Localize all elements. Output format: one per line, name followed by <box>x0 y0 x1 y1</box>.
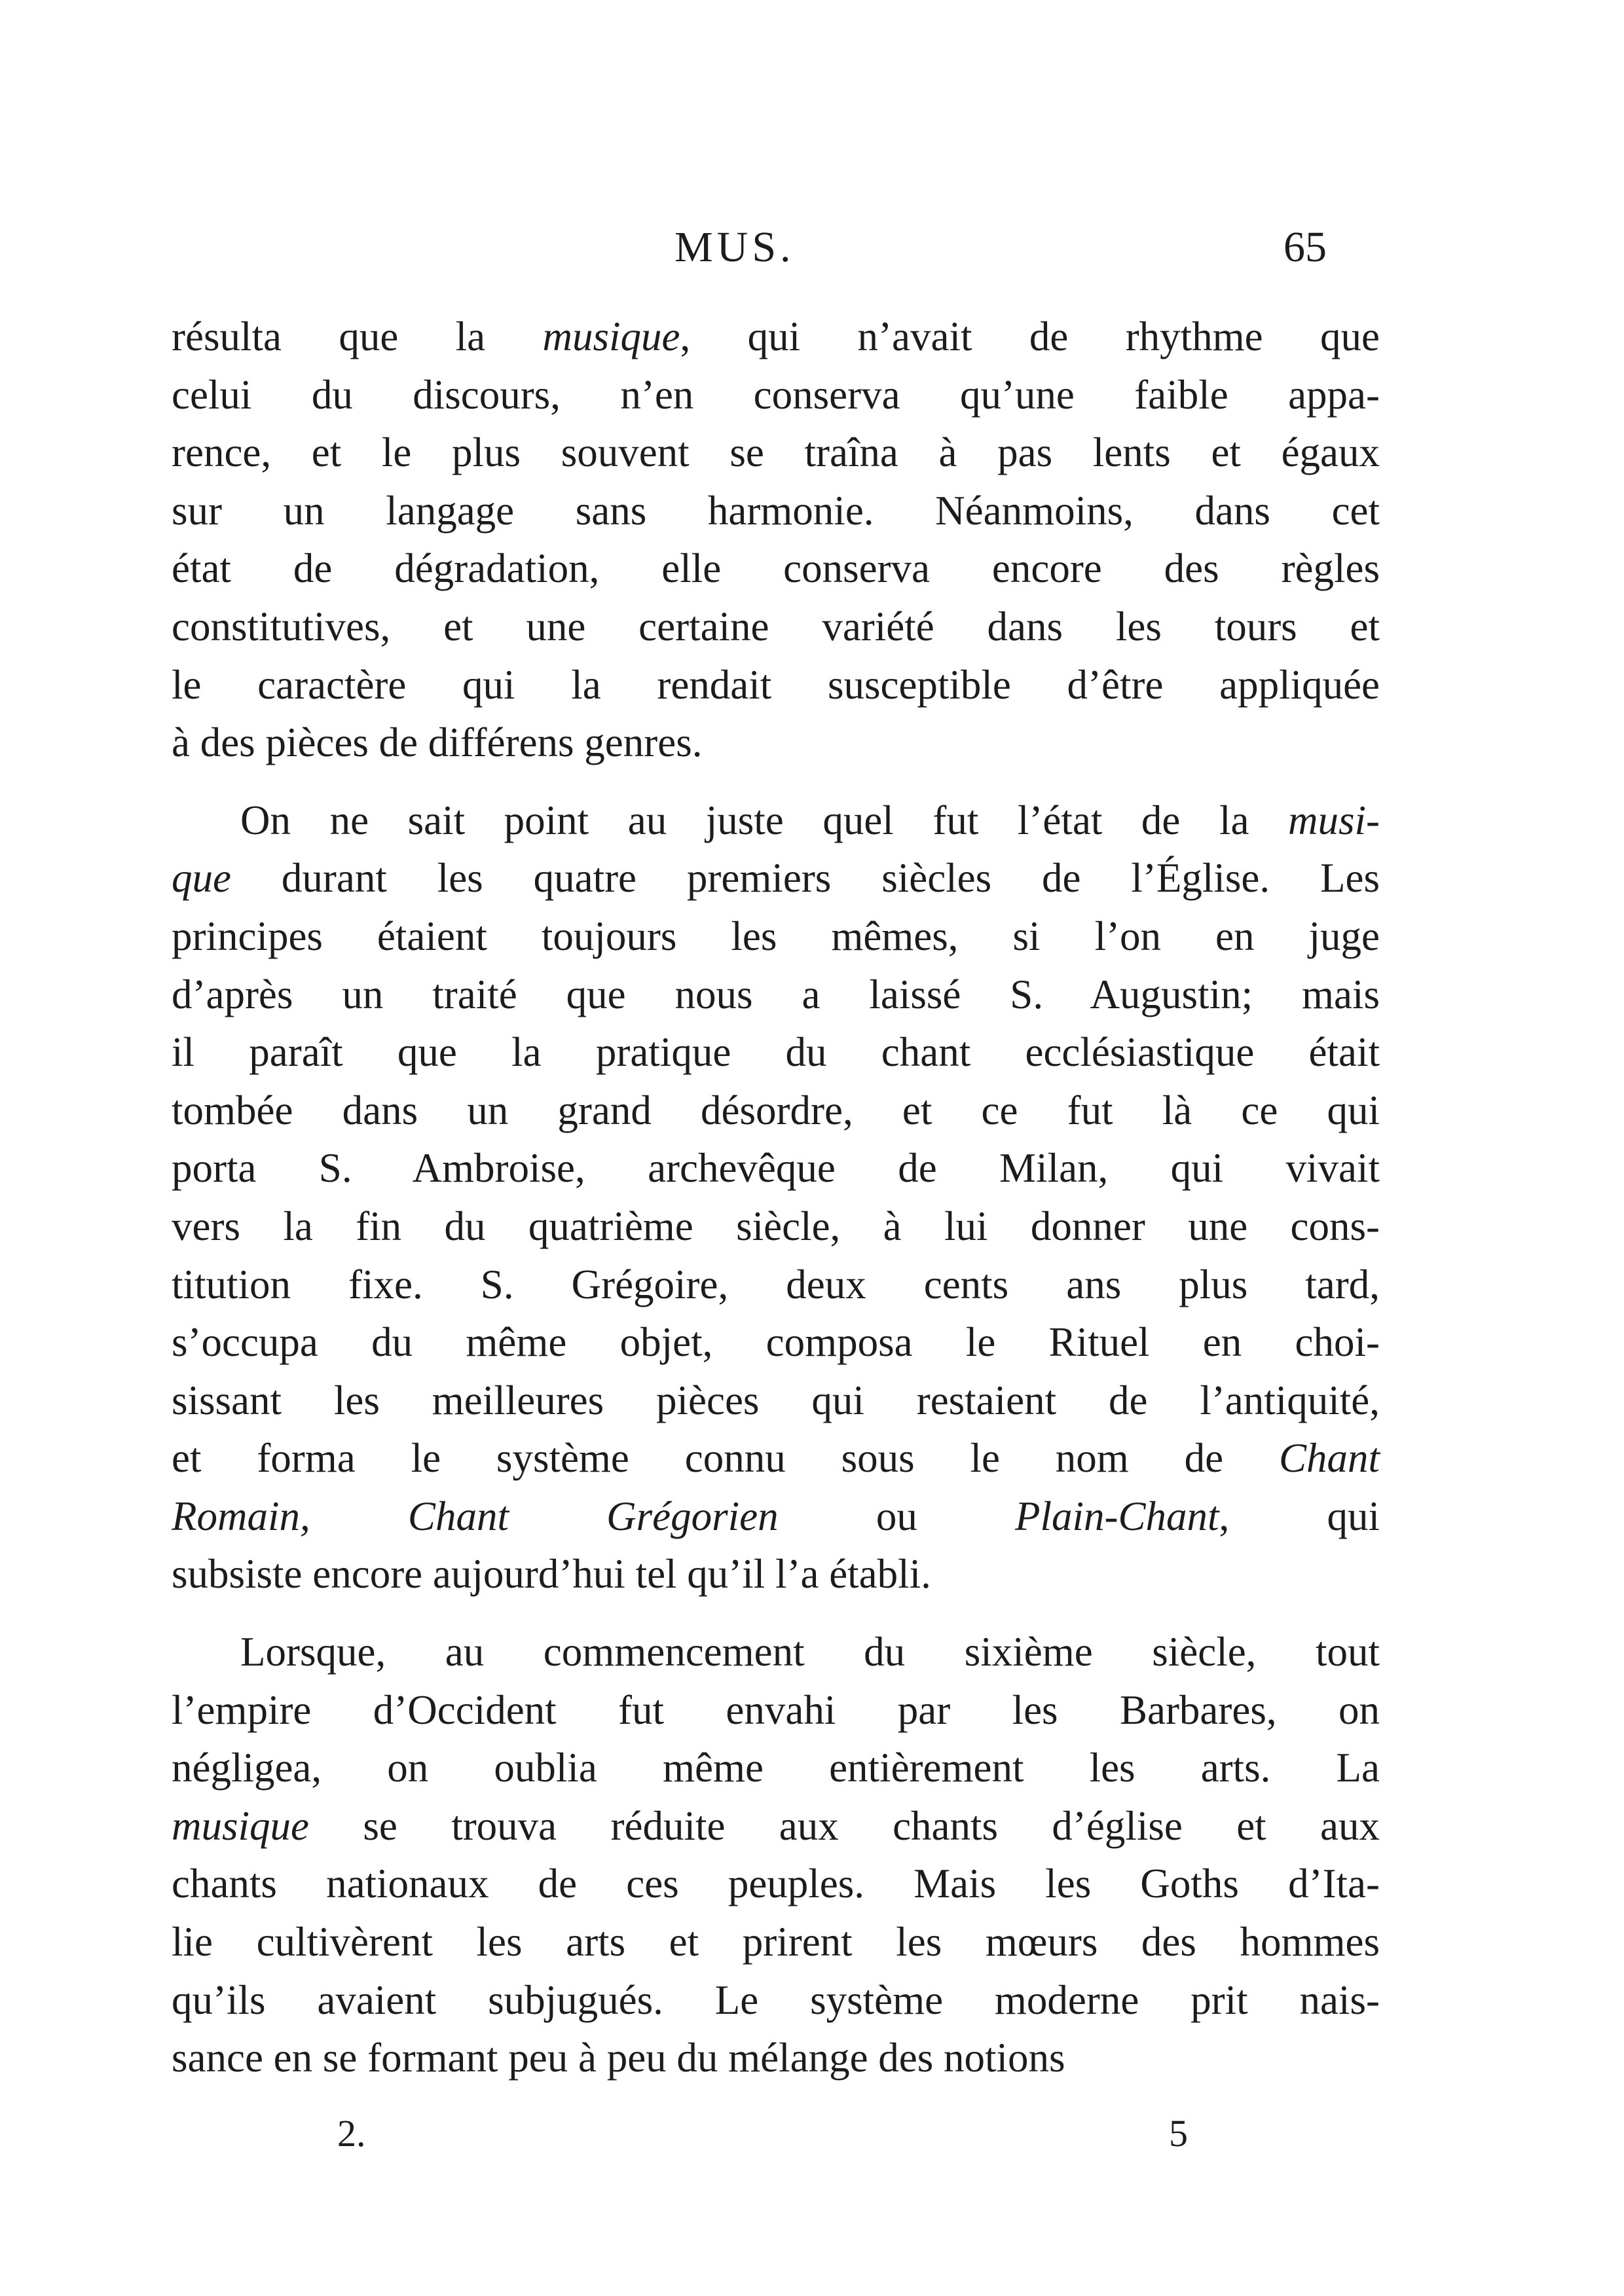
text-segment: lie cultivèrent les arts et prirent les mœurs des hommes <box>172 1919 1380 1965</box>
text-segment: titution fixe. S. Grégoire, deux cents ans plus tard, <box>172 1261 1380 1307</box>
text-segment: subsiste encore aujourd’hui tel qu’il l’a établi. <box>172 1551 931 1597</box>
text-line <box>172 849 1380 907</box>
text-line <box>172 1913 1380 1971</box>
text-segment: à des pièces de différens genres. <box>172 720 703 766</box>
text-segment: constitutives, et une certaine variété dans les tours et <box>172 603 1380 649</box>
text-segment: état de dégradation, elle conserva encore des règles <box>172 545 1380 592</box>
text-line <box>172 1082 1380 1140</box>
text-line <box>172 482 1380 540</box>
text-line <box>172 792 1380 850</box>
text-segment: sissant les meilleures pièces qui restaient de l’antiquité, <box>172 1377 1380 1423</box>
italic-text: musi- <box>1288 797 1380 843</box>
text-segment: tombée dans un grand désordre, et ce fut là ce qui <box>172 1087 1380 1133</box>
text-line <box>172 308 1380 366</box>
text-segment: sance en se formant peu à peu du mélange des notions <box>172 2035 1065 2081</box>
text-segment: principes étaient toujours les mêmes, si l’on en juge <box>172 913 1380 959</box>
paragraph-gap <box>172 772 1380 792</box>
paragraph <box>172 1623 1380 2087</box>
text-segment: , qui <box>1219 1493 1380 1539</box>
signature-mark: 2. <box>337 2112 366 2155</box>
text-line <box>172 366 1380 424</box>
text-segment: négligea, on oublia même entièrement les arts. La <box>172 1745 1380 1791</box>
text-line <box>172 1023 1380 1082</box>
text-segment: d’après un traité que nous a laissé S. Augustin; mais <box>172 971 1380 1017</box>
text-segment: sur un langage sans harmonie. Néanmoins, dans cet <box>172 487 1380 534</box>
text-line <box>172 714 1380 772</box>
paragraph-gap <box>172 1603 1380 1623</box>
text-line <box>172 1256 1380 1314</box>
page-number: 65 <box>1283 223 1327 271</box>
paragraph <box>172 308 1380 772</box>
text-segment: chants nationaux de ces peuples. Mais les Goths d’Ita- <box>172 1861 1380 1907</box>
text-line <box>172 966 1380 1024</box>
text-line <box>172 1797 1380 1855</box>
text-line <box>172 1739 1380 1797</box>
text-line <box>172 1545 1380 1603</box>
paragraph <box>172 792 1380 1603</box>
page-header <box>0 223 1624 282</box>
text-line <box>172 907 1380 966</box>
running-head: MUS. <box>674 223 795 271</box>
text-segment: porta S. Ambroise, archevêque de Milan, qui vivait <box>172 1145 1380 1192</box>
text-segment: l’empire d’Occident fut envahi par les Barbares, on <box>172 1686 1380 1733</box>
gathering-number: 5 <box>1169 2112 1188 2155</box>
text-line <box>172 1487 1380 1546</box>
italic-text: musique <box>542 314 680 359</box>
text-segment: On ne sait point au juste quel fut l’état de la <box>240 797 1288 843</box>
text-line <box>172 2029 1380 2087</box>
text-line <box>172 1372 1380 1430</box>
page-footer <box>0 2111 1624 2164</box>
text-segment: résulta que la <box>172 314 543 359</box>
text-line <box>172 1971 1380 2030</box>
text-segment: Lorsque, au commencement du sixième siècle, tout <box>240 1629 1380 1675</box>
text-line <box>172 1139 1380 1197</box>
text-line <box>172 1429 1380 1487</box>
text-segment: celui du discours, n’en conserva qu’une faible appa- <box>172 371 1380 418</box>
text-line <box>172 1681 1380 1740</box>
text-line <box>172 1313 1380 1372</box>
text-line <box>172 656 1380 714</box>
text-segment: le caractère qui la rendait susceptible d’être appliquée <box>172 661 1380 708</box>
text-segment: qu’ils avaient subjugués. Le système moderne prit nais- <box>172 1977 1380 2023</box>
text-segment: se trouva réduite aux chants d’église et aux <box>308 1802 1380 1849</box>
text-line <box>172 1855 1380 1913</box>
body-text <box>172 308 1380 2087</box>
text-segment: rence, et le plus souvent se traîna à pas lents et égaux <box>172 429 1380 476</box>
text-line <box>172 424 1380 482</box>
text-segment: il paraît que la pratique du chant ecclésiastique était <box>172 1029 1380 1076</box>
italic-text: Romain, Chant Grégorien <box>172 1493 779 1539</box>
text-segment: , qui n’avait de rhythme que <box>680 314 1380 359</box>
text-segment: vers la fin du quatrième siècle, à lui donner une cons- <box>172 1203 1380 1249</box>
italic-text: musique <box>172 1802 309 1849</box>
italic-text: que <box>172 855 231 902</box>
text-line <box>172 1197 1380 1256</box>
text-segment: ou <box>778 1493 1016 1539</box>
text-line <box>172 598 1380 656</box>
text-line <box>172 1623 1380 1681</box>
italic-text: Plain-Chant <box>1015 1493 1219 1539</box>
italic-text: Chant <box>1278 1435 1380 1482</box>
text-segment: et forma le système connu sous le nom de <box>172 1435 1279 1482</box>
text-segment: durant les quatre premiers siècles de l’Église. Les <box>231 855 1380 902</box>
text-line <box>172 539 1380 598</box>
text-segment: s’occupa du même objet, composa le Rituel en choi- <box>172 1319 1380 1366</box>
